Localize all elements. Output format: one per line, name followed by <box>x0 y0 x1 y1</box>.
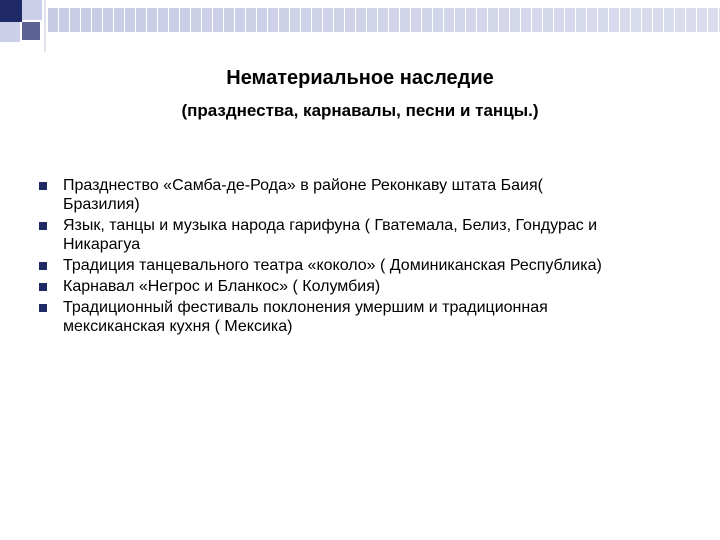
decor-square-light <box>0 22 20 42</box>
decor-square-mid <box>22 22 40 40</box>
bullet-list <box>30 176 690 338</box>
bullet-line: Традиция танцевального театра «коколо» ( Доминиканская Республика) <box>63 257 602 274</box>
bullet-line: Язык, танцы и музыка народа гарифуна ( Гватемала, Белиз, Гондурас и <box>63 217 598 234</box>
header-band-fade <box>48 8 720 32</box>
square-bullet-icon <box>39 304 47 312</box>
square-bullet-icon <box>39 182 47 190</box>
square-bullet-icon <box>39 222 47 230</box>
bullet-item <box>30 277 690 296</box>
bullet-line: Карнавал «Негрос и Бланкос» ( Колумбия) <box>63 278 381 295</box>
slide-subtitle: (празднества, карнавалы, песни и танцы.) <box>181 101 539 120</box>
bullet-line: мексиканская кухня ( Мексика) <box>63 318 293 335</box>
decor-square-dark <box>0 0 22 22</box>
square-bullet-icon <box>39 262 47 270</box>
bullet-item <box>30 176 690 214</box>
bullet-item <box>30 298 690 336</box>
decor-square-light <box>22 0 42 20</box>
square-bullet-icon <box>39 283 47 291</box>
bullet-line: Празднество «Самба-де-Рода» в районе Реконкаву штата Баия( <box>63 177 543 194</box>
bullet-line: Бразилия) <box>63 196 140 213</box>
bullet-line: Никарагуа <box>63 236 141 253</box>
bullet-item <box>30 216 690 254</box>
header-divider <box>44 0 46 52</box>
bullet-item <box>30 256 690 275</box>
bullet-line: Традиционный фестиваль поклонения умершим и традиционная <box>63 299 548 316</box>
slide-title: Нематериальное наследие <box>226 67 494 89</box>
